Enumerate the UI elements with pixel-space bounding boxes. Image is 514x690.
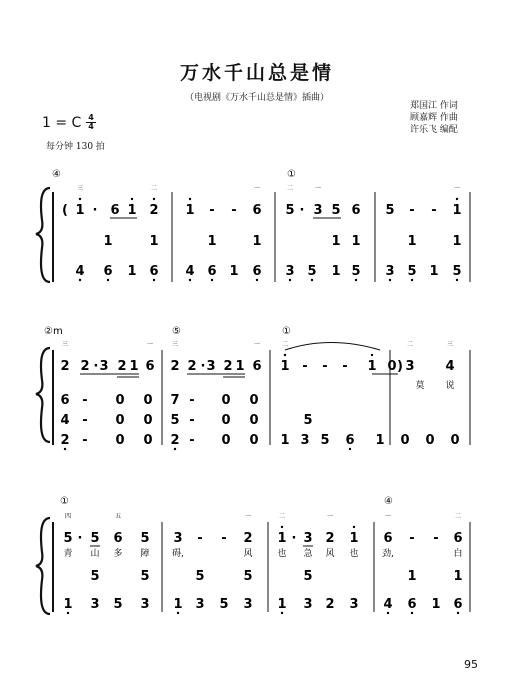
svg-text:5: 5 — [219, 597, 229, 612]
svg-text:1: 1 — [407, 234, 417, 249]
svg-text:6: 6 — [145, 359, 155, 374]
lyric-syllable: 青 — [63, 549, 73, 559]
svg-text:(: ( — [62, 203, 68, 218]
svg-text:0: 0 — [143, 393, 153, 408]
svg-text:6: 6 — [113, 531, 123, 546]
svg-text:1: 1 — [63, 597, 73, 612]
svg-text:3: 3 — [173, 531, 183, 546]
svg-text:0: 0 — [450, 433, 460, 448]
svg-text:3: 3 — [349, 597, 359, 612]
svg-text:0: 0 — [115, 393, 125, 408]
svg-text:6: 6 — [252, 359, 262, 374]
svg-text:6: 6 — [252, 264, 262, 279]
svg-text:3: 3 — [300, 433, 310, 448]
svg-text:6: 6 — [453, 531, 463, 546]
svg-text:三: 三 — [171, 341, 179, 348]
svg-text:6: 6 — [60, 393, 70, 408]
svg-text:5: 5 — [170, 413, 180, 428]
system-brace — [36, 188, 50, 282]
svg-text:1: 1 — [407, 569, 417, 584]
svg-text:二: 二 — [150, 185, 158, 192]
svg-text:一: 一 — [314, 185, 322, 192]
marker-1: ④ — [52, 169, 61, 180]
svg-text:0: 0 — [221, 433, 231, 448]
svg-text:3: 3 — [195, 597, 205, 612]
svg-text:三: 三 — [446, 341, 454, 348]
svg-text:2: 2 — [170, 359, 180, 374]
svg-text:6: 6 — [453, 597, 463, 612]
svg-text:·: · — [92, 203, 98, 218]
svg-text:·: · — [291, 531, 297, 546]
svg-text:-: - — [189, 433, 195, 448]
lyric-syllable: 障 — [140, 549, 150, 559]
system-1 — [36, 169, 470, 282]
svg-text:4: 4 — [60, 413, 70, 428]
lyric-syllable: 也 — [349, 549, 359, 559]
svg-text:1: 1 — [103, 234, 113, 249]
svg-text:2: 2 — [149, 203, 159, 218]
svg-text:0: 0 — [400, 433, 410, 448]
svg-text:1: 1 — [149, 234, 159, 249]
svg-text:6: 6 — [207, 264, 217, 279]
svg-text:5: 5 — [331, 203, 341, 218]
svg-text:-: - — [342, 359, 348, 374]
svg-text:3: 3 — [313, 203, 323, 218]
svg-text:5: 5 — [385, 203, 395, 218]
svg-text:6: 6 — [252, 203, 262, 218]
svg-text:1: 1 — [429, 264, 439, 279]
svg-text:-: - — [431, 203, 437, 218]
svg-text:一: 一 — [253, 341, 261, 348]
svg-text:-: - — [82, 433, 88, 448]
lyric-syllable: 风 — [325, 549, 335, 559]
lyric-syllable: 风 — [243, 549, 253, 559]
svg-text:1: 1 — [349, 531, 359, 546]
svg-text:3: 3 — [140, 597, 150, 612]
svg-text:5: 5 — [307, 264, 317, 279]
svg-text:0: 0 — [249, 393, 259, 408]
svg-text:-: - — [189, 393, 195, 408]
lyric-syllable: 说 — [445, 381, 455, 391]
svg-text:1: 1 — [75, 203, 85, 218]
svg-text:-: - — [82, 413, 88, 428]
svg-text:5: 5 — [113, 597, 123, 612]
svg-text:5: 5 — [90, 531, 100, 546]
svg-text:1: 1 — [375, 433, 385, 448]
svg-text:2: 2 — [223, 359, 233, 374]
svg-text:6: 6 — [103, 264, 113, 279]
svg-text:-: - — [221, 531, 227, 546]
svg-text:1: 1 — [173, 597, 183, 612]
svg-text:2: 2 — [60, 359, 70, 374]
svg-text:): ) — [397, 359, 403, 374]
svg-text:5: 5 — [303, 569, 313, 584]
svg-text:1: 1 — [235, 359, 245, 374]
lyric-syllable: 急 — [303, 549, 313, 559]
svg-text:1: 1 — [367, 359, 377, 374]
svg-text:二: 二 — [281, 341, 289, 348]
svg-text:5: 5 — [303, 413, 313, 428]
lyric-syllable: 山 — [90, 549, 100, 559]
svg-text:1: 1 — [280, 359, 290, 374]
svg-text:1: 1 — [207, 234, 217, 249]
svg-text:5: 5 — [243, 569, 253, 584]
song-subtitle: （电视剧《万水千山总是情》插曲） — [184, 93, 329, 103]
svg-text:1: 1 — [431, 597, 441, 612]
svg-text:二: 二 — [406, 341, 414, 348]
lyric-syllable: 碍, — [172, 549, 184, 559]
svg-text:0: 0 — [221, 393, 231, 408]
svg-text:1: 1 — [280, 433, 290, 448]
tempo-marking: 每分钟 130 拍 — [46, 142, 105, 152]
marker-5: ① — [282, 326, 291, 337]
time-signature-top: 4 — [88, 113, 94, 122]
svg-text:1: 1 — [129, 359, 139, 374]
system-3 — [36, 496, 470, 614]
svg-text:5: 5 — [140, 569, 150, 584]
svg-text:1: 1 — [185, 203, 195, 218]
svg-text:0: 0 — [221, 413, 231, 428]
credit-composer: 顾嘉辉 作曲 — [410, 113, 458, 123]
svg-text:一: 一 — [244, 513, 252, 520]
svg-text:2: 2 — [243, 531, 253, 546]
marker-3: ②m — [44, 326, 63, 337]
svg-text:二: 二 — [286, 185, 294, 192]
svg-text:3: 3 — [385, 264, 395, 279]
svg-text:6: 6 — [407, 597, 417, 612]
svg-text:1: 1 — [452, 203, 462, 218]
lyric-syllable: 莫 — [415, 381, 425, 391]
svg-text:3: 3 — [206, 359, 216, 374]
svg-text:2: 2 — [80, 359, 90, 374]
svg-text:二: 二 — [454, 513, 462, 520]
svg-text:5: 5 — [140, 531, 150, 546]
svg-text:4: 4 — [185, 264, 195, 279]
svg-text:·: · — [299, 203, 305, 218]
svg-text:二: 二 — [278, 513, 286, 520]
svg-text:4: 4 — [445, 359, 455, 374]
svg-text:·: · — [77, 531, 83, 546]
credit-lyricist: 郑国江 作词 — [410, 101, 458, 111]
svg-text:一: 一 — [253, 185, 261, 192]
lyric-syllable: 劲, — [382, 549, 394, 559]
svg-text:3: 3 — [405, 359, 415, 374]
svg-text:2: 2 — [170, 433, 180, 448]
svg-text:6: 6 — [351, 203, 361, 218]
marker-2: ① — [287, 169, 296, 180]
svg-text:1: 1 — [127, 203, 137, 218]
svg-text:·: · — [93, 359, 99, 374]
svg-text:1: 1 — [229, 264, 239, 279]
svg-text:6: 6 — [110, 203, 120, 218]
svg-text:·: · — [200, 359, 206, 374]
svg-text:2: 2 — [325, 531, 335, 546]
svg-text:5: 5 — [285, 203, 295, 218]
svg-text:5: 5 — [63, 531, 73, 546]
marker-7: ④ — [384, 496, 393, 507]
svg-text:-: - — [189, 413, 195, 428]
svg-text:1: 1 — [331, 264, 341, 279]
svg-text:-: - — [322, 359, 328, 374]
marker-4: ⑤ — [172, 326, 181, 337]
marker-6: ① — [60, 496, 69, 507]
page-number: 95 — [464, 658, 478, 671]
svg-text:三: 三 — [76, 185, 84, 192]
svg-text:5: 5 — [320, 433, 330, 448]
svg-text:-: - — [409, 203, 415, 218]
time-signature-bottom: 4 — [86, 122, 96, 131]
svg-text:7: 7 — [170, 393, 180, 408]
svg-text:4: 4 — [383, 597, 393, 612]
svg-text:1: 1 — [127, 264, 137, 279]
svg-text:5: 5 — [195, 569, 205, 584]
svg-text:0: 0 — [115, 433, 125, 448]
svg-text:0: 0 — [249, 433, 259, 448]
svg-text:-: - — [197, 531, 203, 546]
svg-text:0: 0 — [143, 413, 153, 428]
svg-text:一: 一 — [384, 513, 392, 520]
lyric-syllable: 多 — [113, 549, 123, 559]
svg-text:-: - — [302, 359, 308, 374]
svg-text:5: 5 — [351, 264, 361, 279]
credit-arranger: 许乐飞 编配 — [410, 125, 458, 135]
svg-text:1: 1 — [252, 234, 262, 249]
svg-text:一: 一 — [146, 341, 154, 348]
svg-text:0: 0 — [143, 433, 153, 448]
svg-text:四: 四 — [64, 513, 72, 520]
svg-text:1: 1 — [351, 234, 361, 249]
svg-text:2: 2 — [117, 359, 127, 374]
svg-text:3: 3 — [99, 359, 109, 374]
svg-text:1: 1 — [453, 569, 463, 584]
svg-text:0: 0 — [425, 433, 435, 448]
svg-text:5: 5 — [407, 264, 417, 279]
song-title: 万水千山总是情 — [179, 62, 334, 84]
svg-text:4: 4 — [75, 264, 85, 279]
svg-text:1: 1 — [331, 234, 341, 249]
svg-text:6: 6 — [149, 264, 159, 279]
key-signature: 1 = C — [42, 115, 82, 131]
svg-text:一: 一 — [326, 513, 334, 520]
svg-text:3: 3 — [303, 597, 313, 612]
svg-text:1: 1 — [277, 531, 287, 546]
svg-text:-: - — [209, 203, 215, 218]
svg-text:五: 五 — [114, 513, 122, 520]
svg-text:3: 3 — [90, 597, 100, 612]
svg-text:三: 三 — [61, 341, 69, 348]
svg-text:-: - — [231, 203, 237, 218]
svg-text:3: 3 — [303, 531, 313, 546]
lyric-syllable: 白 — [453, 549, 463, 559]
svg-text:3: 3 — [285, 264, 295, 279]
svg-text:6: 6 — [345, 433, 355, 448]
svg-text:一: 一 — [453, 185, 461, 192]
svg-text:2: 2 — [60, 433, 70, 448]
svg-text:-: - — [433, 531, 439, 546]
svg-text:0: 0 — [115, 413, 125, 428]
svg-text:-: - — [82, 393, 88, 408]
svg-text:6: 6 — [383, 531, 393, 546]
svg-text:2: 2 — [325, 597, 335, 612]
lyric-syllable: 也 — [277, 549, 287, 559]
svg-text:3: 3 — [243, 597, 253, 612]
svg-text:-: - — [409, 531, 415, 546]
svg-text:1: 1 — [452, 234, 462, 249]
svg-text:2: 2 — [187, 359, 197, 374]
svg-text:0: 0 — [249, 413, 259, 428]
system-2 — [36, 326, 470, 450]
svg-text:5: 5 — [452, 264, 462, 279]
svg-text:0: 0 — [387, 359, 397, 374]
svg-text:1: 1 — [277, 597, 287, 612]
svg-text:5: 5 — [90, 569, 100, 584]
